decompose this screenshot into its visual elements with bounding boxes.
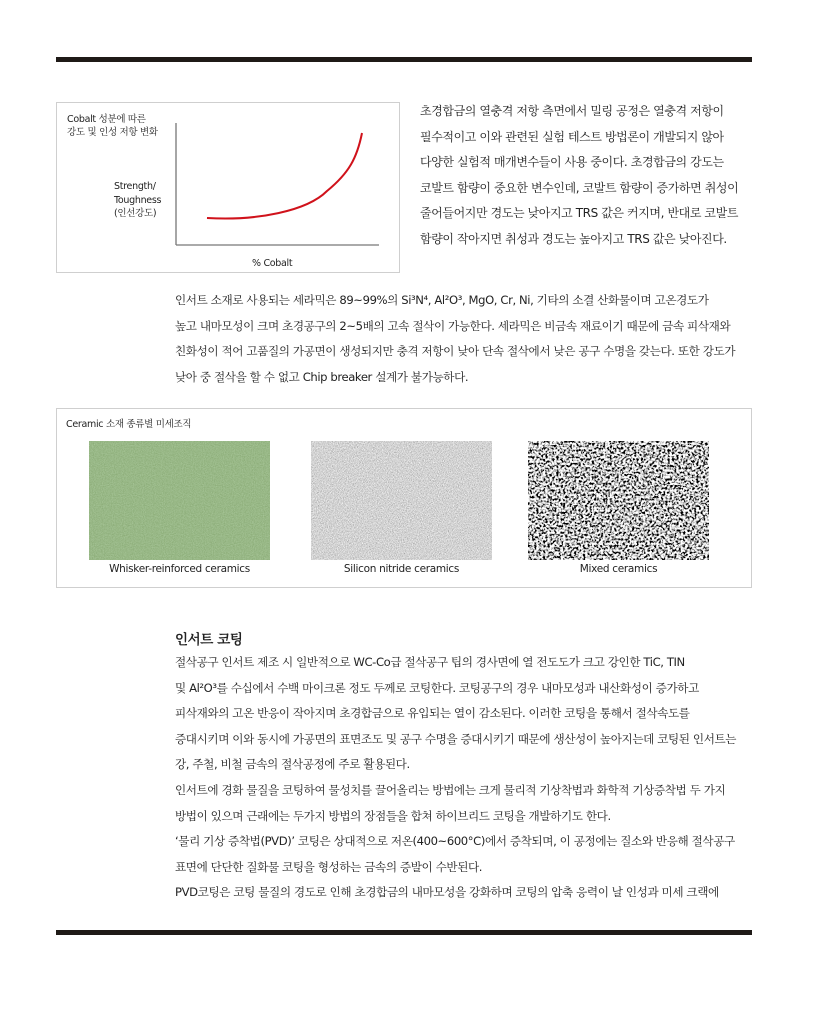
mixed-ceramic-image	[528, 441, 709, 560]
text-line: 낮아 중 절삭을 할 수 없고 Chip breaker 설계가 불가능하다.	[175, 369, 469, 384]
text-line: 인서트에 경화 물질을 코팅하여 물성치를 끌어올리는 방법에는 크게 물리적 기상착법과 화학적 기상증착법 두 가지	[175, 782, 726, 797]
image-caption: Mixed ceramics	[579, 563, 658, 575]
x-axis-label: % Cobalt	[252, 258, 293, 269]
text-line: 친화성이 적어 고품질의 가공면이 생성되지만 충격 저항이 낮아 단속 절삭에서 낮은 공구 수명을 갖는다. 또한 강도가	[175, 344, 736, 359]
text-line: 코발트 함량이 중요한 변수인데, 코발트 함량이 증가하면 취성이	[420, 180, 739, 195]
cobalt-chart-box	[56, 102, 400, 273]
top-rule	[56, 57, 752, 62]
text-line: 방법이 있으며 근래에는 두가지 방법의 장점들을 합쳐 하이브리드 코팅을 개발하기도 한다.	[175, 808, 611, 823]
text-line: 및 Al²O³를 수십에서 수백 마이크론 정도 두께로 코팅한다. 코팅공구의 경우 내마모성과 내산화성이 증가하고	[175, 680, 699, 695]
ceramic-paragraph	[175, 288, 735, 390]
image-caption: Whisker-reinforced ceramics	[109, 563, 250, 575]
chart-title-line: 강도 및 인성 저항 변화	[67, 127, 158, 138]
text-line: 인서트 소재로 사용되는 세라믹은 89~99%의 Si³N⁴, Al²O³, MgO, Cr, Ni, 기타의 소결 산화물이며 고온경도가	[175, 293, 709, 307]
text-line: 줄어들어지만 경도는 낮아지고 TRS 값은 커지며, 반대로 코발트	[420, 206, 739, 221]
coating-heading: 인서트 코팅	[175, 632, 243, 648]
text-line: 강, 주철, 비철 금속의 절삭공정에 주로 활용된다.	[175, 757, 410, 772]
whisker-ceramic-image	[89, 441, 270, 560]
bottom-rule	[56, 930, 752, 935]
text-line: 높고 내마모성이 크며 초경공구의 2~5배의 고속 절삭이 가능한다. 세라믹은 비금속 재료이기 때문에 금속 피삭재와	[175, 318, 731, 333]
chart-plot	[57, 103, 401, 274]
text-line: PVD코팅은 코팅 물질의 경도로 인해 초경합금의 내마모성을 강화하며 코팅의 압축 응력이 날 인성과 미세 크랙에	[175, 885, 719, 900]
text-line: 함량이 작아지면 취성과 경도는 높아지고 TRS 값은 낮아진다.	[420, 231, 727, 246]
text-line: 초경합금의 열충격 저항 측면에서 밀링 공정은 열충격 저항이	[420, 104, 724, 118]
silicon-nitride-image	[311, 441, 492, 560]
strength-curve	[207, 133, 362, 219]
coating-paragraph	[175, 650, 736, 906]
y-label-line: (인선강도)	[114, 208, 157, 219]
text-line: ‘물리 기상 증착법(PVD)’ 코팅은 상대적으로 저온(400~600°C)에서 증착되며, 이 공정에는 질소와 반응해 절삭공구	[175, 834, 735, 849]
text-line: 증대시키며 이와 동시에 가공면의 표면조도 및 공구 수명을 증대시키기 때문에 생산성이 높아지는데 코팅된 인서트는	[175, 731, 737, 746]
microstructure-title: Ceramic 소재 종류별 미세조직	[66, 419, 192, 430]
text-line: 필수적이고 이와 관련된 실험 테스트 방법론이 개발되지 않아	[420, 129, 724, 144]
chart-title-line: Cobalt 성분에 따른	[67, 114, 146, 125]
text-line: 절삭공구 인서트 제조 시 일반적으로 WC-Co급 절삭공구 팁의 경사면에 열 전도도가 크고 강인한 TiC, TIN	[175, 655, 685, 669]
y-label-line: Toughness	[114, 194, 162, 206]
image-caption: Silicon nitride ceramics	[343, 563, 460, 575]
text-line: 표면에 단단한 질화물 코팅을 형성하는 금속의 증발이 수반된다.	[175, 859, 483, 874]
text-line: 피삭재와의 고온 반응이 작아지며 초경합금으로 유입되는 열이 감소된다. 이러한 코팅을 통해서 절삭속도를	[175, 706, 690, 721]
y-label-line: Strength/	[114, 181, 156, 192]
intro-paragraph	[420, 99, 738, 253]
text-line: 다양한 실험적 매개변수들이 사용 중이다. 초경합금의 강도는	[420, 155, 724, 170]
